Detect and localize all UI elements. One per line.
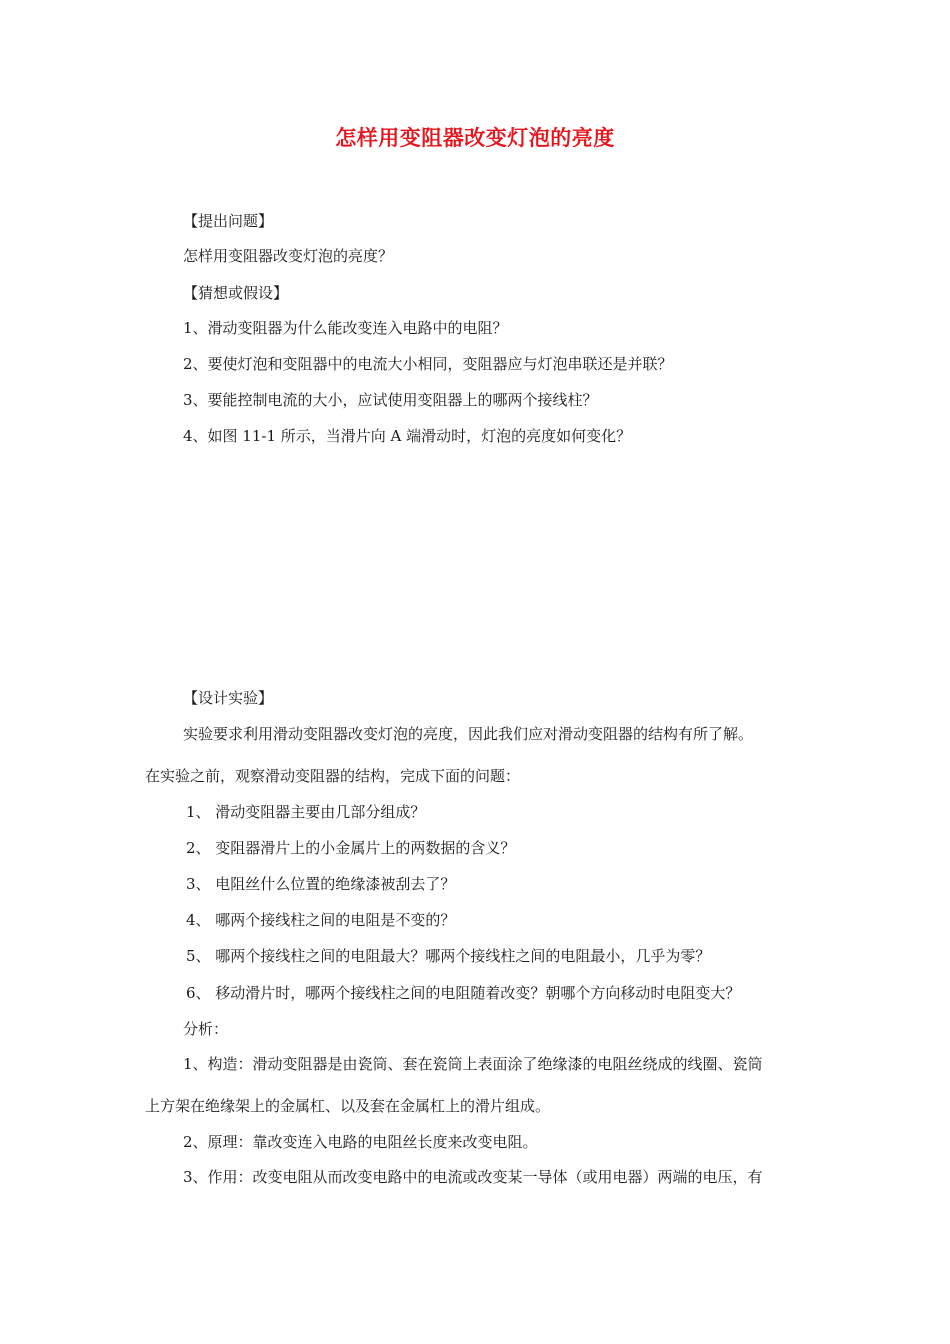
section-heading-hypothesis: 【猜想或假设】 bbox=[183, 284, 289, 302]
design-intro-line-2: 在实验之前，观察滑动变阻器的结构，完成下面的问题： bbox=[145, 767, 521, 785]
design-question: 1、 滑动变阻器主要由几部分组成？ bbox=[186, 803, 426, 821]
analysis-function: 3、作用：改变电阻从而改变电路中的电流或改变某一导体（或用电器）两端的电压，有 bbox=[183, 1168, 763, 1186]
analysis-structure-line-2: 上方架在绝缘架上的金属杠、以及套在金属杠上的滑片组成。 bbox=[145, 1097, 551, 1115]
section-heading-design: 【设计实验】 bbox=[183, 689, 274, 707]
analysis-principle: 2、原理：靠改变连入电路的电阻丝长度来改变电阻。 bbox=[183, 1133, 538, 1151]
design-question: 6、 移动滑片时，哪两个接线柱之间的电阻随着改变？朝哪个方向移动时电阻变大？ bbox=[186, 984, 741, 1002]
hypothesis-item: 1、滑动变阻器为什么能改变连入电路中的电阻？ bbox=[183, 319, 508, 337]
section-heading-question: 【提出问题】 bbox=[183, 212, 274, 230]
question-text: 怎样用变阻器改变灯泡的亮度？ bbox=[183, 247, 394, 265]
design-question: 3、 电阻丝什么位置的绝缘漆被刮去了？ bbox=[186, 875, 456, 893]
design-question: 2、 变阻器滑片上的小金属片上的两数据的含义？ bbox=[186, 839, 516, 857]
document-title: 怎样用变阻器改变灯泡的亮度 bbox=[335, 125, 615, 150]
hypothesis-item: 3、要能控制电流的大小，应试使用变阻器上的哪两个接线柱？ bbox=[183, 391, 598, 409]
design-question: 5、 哪两个接线柱之间的电阻最大？哪两个接线柱之间的电阻最小，几乎为零？ bbox=[186, 947, 711, 965]
hypothesis-item: 4、如图 11-1 所示，当滑片向 A 端滑动时，灯泡的亮度如何变化？ bbox=[183, 427, 632, 445]
hypothesis-item: 2、要使灯泡和变阻器中的电流大小相同，变阻器应与灯泡串联还是并联？ bbox=[183, 355, 673, 373]
analysis-structure-line-1: 1、构造：滑动变阻器是由瓷筒、套在瓷筒上表面涂了绝缘漆的电阻丝绕成的线圈、瓷筒 bbox=[183, 1055, 763, 1073]
design-intro-line-1: 实验要求利用滑动变阻器改变灯泡的亮度，因此我们应对滑动变阻器的结构有所了解。 bbox=[183, 725, 754, 743]
design-question: 4、 哪两个接线柱之间的电阻是不变的？ bbox=[186, 911, 456, 929]
analysis-heading: 分析： bbox=[183, 1020, 229, 1038]
